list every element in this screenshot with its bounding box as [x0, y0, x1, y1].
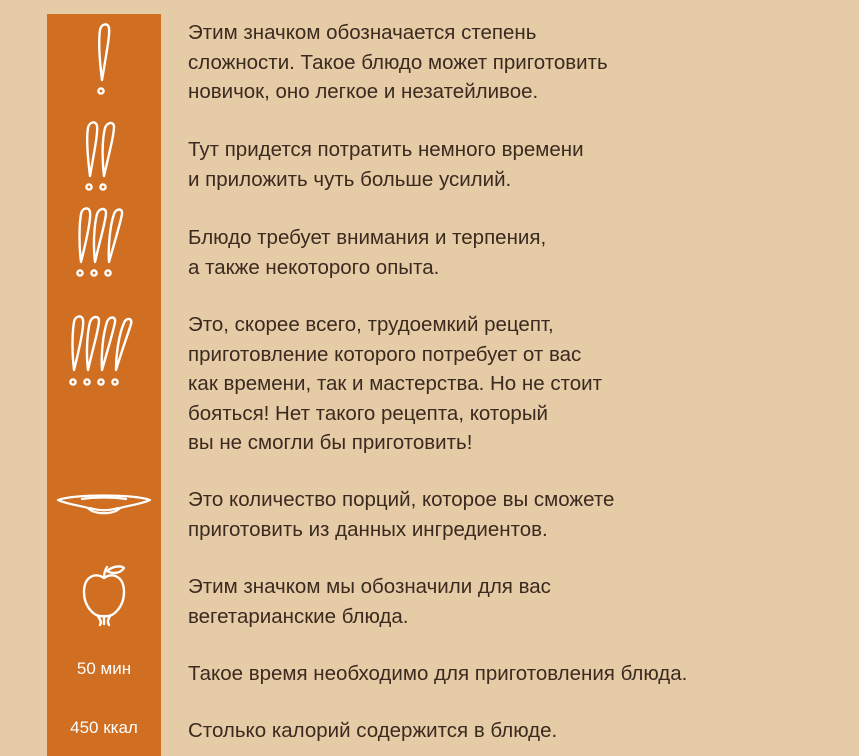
description-portions: Это количество порций, которое вы сможете приготовить из данных ингредиентов. — [188, 488, 615, 541]
difficulty-2-icon — [47, 118, 161, 194]
description-vegetarian: Этим значком мы обозначили для вас вегетарианские блюда. — [188, 575, 551, 628]
description-difficulty-4: Это, скорее всего, трудоемкий рецепт, приготовление которого потребует от вас как времени, так и мастерства. Но не стоит бояться! Нет такого рецепта, который вы не смогли бы приготовить! — [188, 313, 602, 454]
description-difficulty-1: Этим значком обозначается степень сложности. Такое блюдо может приготовить новичок, оно легкое и незатейливое. — [188, 21, 608, 103]
description-time: Такое время необходимо для приготовления блюда. — [188, 662, 688, 685]
difficulty-4-icon — [47, 310, 161, 390]
description-difficulty-2: Тут придется потратить немного времени и приложить чуть больше усилий. — [188, 138, 584, 191]
plate-icon — [47, 488, 161, 520]
difficulty-3-icon — [47, 204, 161, 280]
difficulty-1-icon — [47, 20, 161, 96]
apple-icon — [47, 562, 161, 628]
description-difficulty-3: Блюдо требует внимания и терпения, а также некоторого опыта. — [188, 226, 547, 279]
description-calories: Столько калорий содержится в блюде. — [188, 719, 558, 742]
calories-label: 450 ккал — [70, 718, 138, 737]
time-label: 50 мин — [76, 659, 132, 678]
